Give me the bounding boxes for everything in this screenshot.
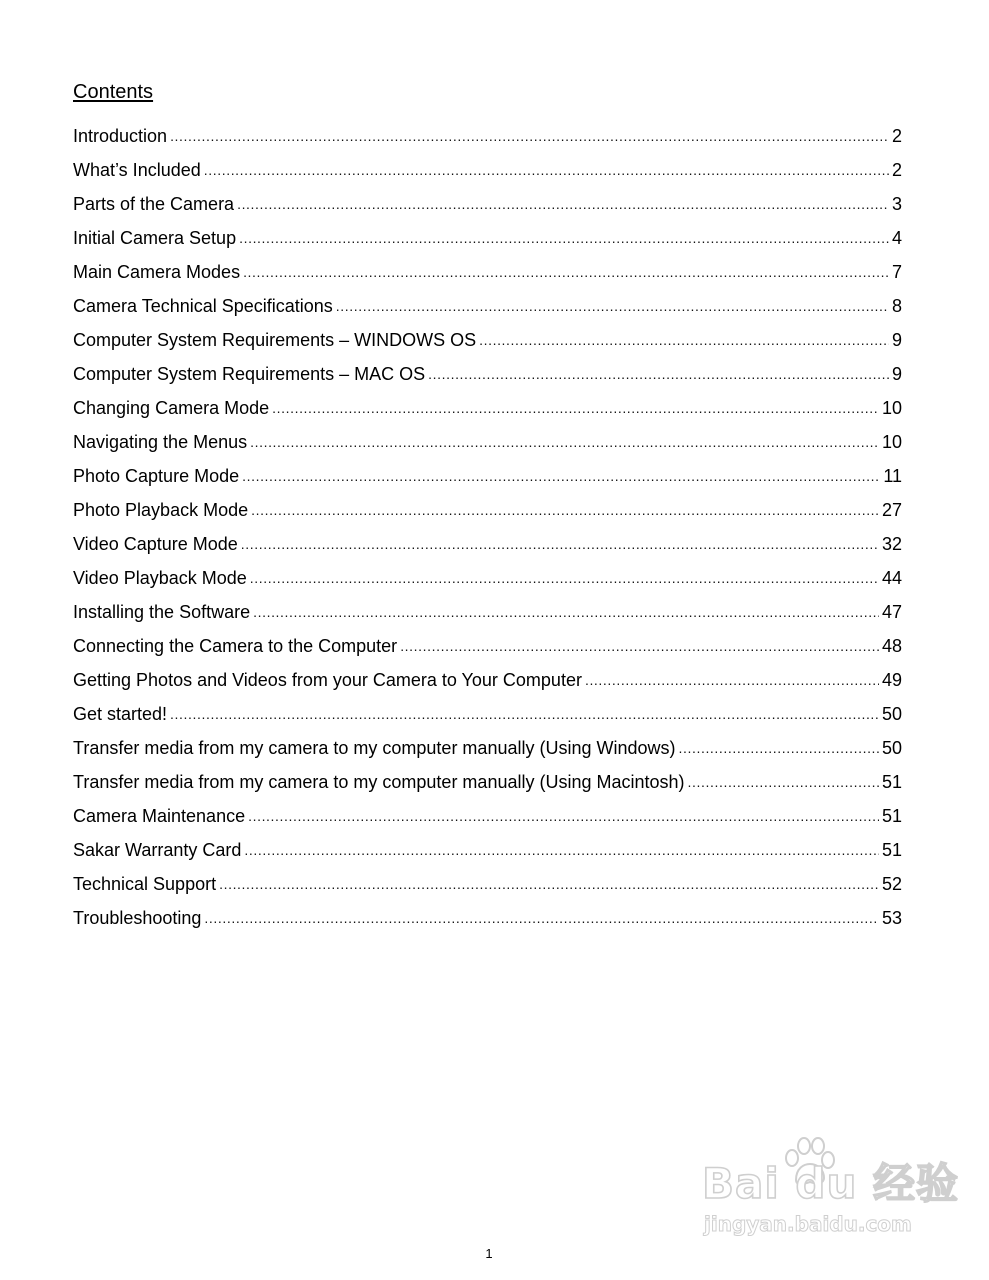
toc-entry-title: Getting Photos and Videos from your Camera to Your Computer	[73, 670, 582, 690]
toc-entry-title: Introduction	[73, 126, 168, 146]
toc-entry-page: 11	[883, 466, 902, 486]
toc-entry[interactable]	[73, 488, 902, 522]
toc-entry[interactable]	[73, 692, 902, 726]
toc-leader	[688, 772, 879, 792]
toc-leader	[479, 330, 889, 350]
toc-entry-title: Transfer media from my camera to my computer manually (Using Windows)	[73, 738, 676, 758]
toc-entry-title: Connecting the Camera to the Computer	[73, 636, 398, 656]
toc-leader	[242, 466, 880, 486]
toc-entry[interactable]	[73, 420, 902, 454]
toc-entry-title: Computer System Requirements – WINDOWS OS	[73, 330, 477, 350]
toc-leader	[244, 840, 879, 860]
toc-leader	[251, 500, 879, 520]
toc-leader	[170, 704, 879, 724]
toc-leader	[219, 874, 879, 894]
toc-entry[interactable]	[73, 250, 902, 284]
toc-entry-title: Camera Technical Specifications	[73, 296, 333, 316]
toc-entry-page: 32	[881, 534, 902, 554]
toc-entry-page: 27	[881, 500, 902, 520]
table-of-contents	[73, 114, 902, 930]
toc-entry-page: 53	[881, 908, 902, 928]
toc-entry[interactable]	[73, 454, 902, 488]
toc-leader	[170, 126, 889, 146]
toc-entry[interactable]	[73, 318, 902, 352]
toc-entry-page: 52	[881, 874, 902, 894]
toc-entry-page: 51	[881, 772, 902, 792]
toc-entry[interactable]	[73, 828, 902, 862]
toc-entry[interactable]	[73, 794, 902, 828]
toc-entry[interactable]	[73, 114, 902, 148]
toc-entry-title: Parts of the Camera	[73, 194, 235, 214]
toc-entry-page: 51	[881, 806, 902, 826]
toc-entry-title: Troubleshooting	[73, 908, 202, 928]
toc-entry[interactable]	[73, 522, 902, 556]
toc-leader	[250, 568, 879, 588]
toc-entry[interactable]	[73, 896, 902, 930]
toc-entry-title: Camera Maintenance	[73, 806, 246, 826]
toc-entry[interactable]	[73, 182, 902, 216]
toc-entry-page: 9	[891, 330, 902, 350]
toc-leader	[243, 262, 889, 282]
toc-entry-title: Sakar Warranty Card	[73, 840, 242, 860]
toc-entry-title: Computer System Requirements – MAC OS	[73, 364, 426, 384]
toc-entry-title: Changing Camera Mode	[73, 398, 270, 418]
toc-entry[interactable]	[73, 352, 902, 386]
toc-entry-page: 4	[891, 228, 902, 248]
toc-leader	[679, 738, 879, 758]
toc-entry-title: Transfer media from my camera to my computer manually (Using Macintosh)	[73, 772, 685, 792]
watermark-brand: Bai du 经验	[702, 1159, 959, 1208]
toc-entry-title: Photo Playback Mode	[73, 500, 249, 520]
toc-leader	[400, 636, 879, 656]
toc-leader	[239, 228, 889, 248]
toc-entry[interactable]	[73, 862, 902, 896]
toc-entry-title: What’s Included	[73, 160, 201, 180]
toc-entry-page: 50	[881, 704, 902, 724]
toc-leader	[204, 160, 889, 180]
toc-heading: Contents	[73, 81, 154, 103]
toc-entry-page: 49	[881, 670, 902, 690]
watermark-url: jingyan.baidu.com	[704, 1212, 912, 1236]
toc-entry[interactable]	[73, 624, 902, 658]
toc-entry[interactable]	[73, 760, 902, 794]
toc-entry-page: 50	[881, 738, 902, 758]
toc-leader	[585, 670, 879, 690]
toc-leader	[248, 806, 879, 826]
toc-entry-page: 9	[891, 364, 902, 384]
toc-entry[interactable]	[73, 216, 902, 250]
toc-entry-title: Video Capture Mode	[73, 534, 238, 554]
toc-entry-page: 2	[891, 160, 902, 180]
toc-entry-page: 2	[891, 126, 902, 146]
toc-entry[interactable]	[73, 658, 902, 692]
toc-leader	[241, 534, 879, 554]
toc-entry-title: Photo Capture Mode	[73, 466, 240, 486]
toc-entry[interactable]	[73, 556, 902, 590]
toc-leader	[428, 364, 889, 384]
toc-entry-page: 10	[881, 398, 902, 418]
toc-entry[interactable]	[73, 590, 902, 624]
toc-entry[interactable]	[73, 284, 902, 318]
baidu-jingyan-watermark	[700, 1140, 959, 1240]
toc-entry-page: 48	[881, 636, 902, 656]
toc-entry-page: 51	[881, 840, 902, 860]
page-number: 1	[485, 1246, 493, 1261]
toc-entry-title: Navigating the Menus	[73, 432, 248, 452]
toc-entry-page: 44	[881, 568, 902, 588]
toc-leader	[250, 432, 879, 452]
toc-entry-page: 3	[891, 194, 902, 214]
toc-entry-title: Video Playback Mode	[73, 568, 247, 588]
toc-entry-title: Main Camera Modes	[73, 262, 241, 282]
toc-entry-title: Initial Camera Setup	[73, 228, 237, 248]
toc-entry-page: 47	[881, 602, 902, 622]
toc-leader	[204, 908, 879, 928]
toc-entry-title: Technical Support	[73, 874, 217, 894]
toc-entry-title: Installing the Software	[73, 602, 251, 622]
toc-entry-page: 7	[891, 262, 902, 282]
toc-entry[interactable]	[73, 726, 902, 760]
toc-entry-title: Get started!	[73, 704, 168, 724]
toc-leader	[336, 296, 889, 316]
toc-leader	[237, 194, 889, 214]
toc-entry-page: 10	[881, 432, 902, 452]
toc-entry[interactable]	[73, 386, 902, 420]
toc-entry-page: 8	[891, 296, 902, 316]
toc-entry[interactable]	[73, 148, 902, 182]
toc-leader	[272, 398, 879, 418]
toc-leader	[253, 602, 879, 622]
